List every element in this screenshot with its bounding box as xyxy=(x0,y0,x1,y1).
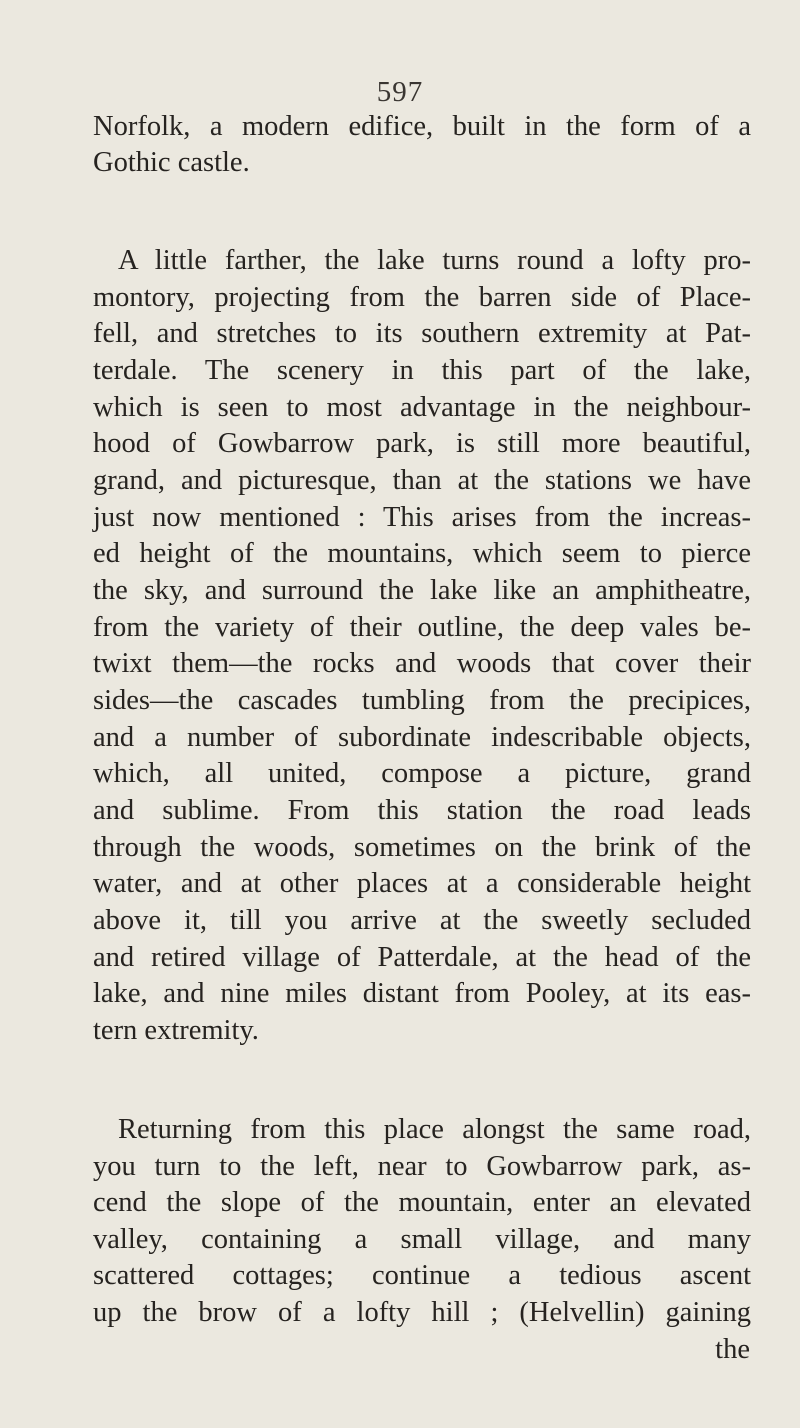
text-line: up the brow of a lofty hill ; (Helvellin) gaining xyxy=(93,1297,751,1328)
text-line: lake, and nine miles distant from Pooley, at its eas- xyxy=(93,978,751,1009)
text-line: which, all united, compose a picture, grand xyxy=(93,758,751,789)
text-line: through the woods, sometimes on the brink of the xyxy=(93,832,751,863)
text-line: terdale. The scenery in this part of the lake, xyxy=(93,355,751,386)
text-line: the sky, and surround the lake like an amphitheatre, xyxy=(93,575,751,606)
text-line: water, and at other places at a considerable height xyxy=(93,868,751,899)
text-line: and sublime. From this station the road leads xyxy=(93,795,751,826)
text-line: twixt them—the rocks and woods that cover their xyxy=(93,648,751,679)
text-line: above it, till you arrive at the sweetly secluded xyxy=(93,905,751,936)
text-line: and a number of subordinate indescribable objects, xyxy=(93,722,751,753)
text-line: fell, and stretches to its southern extremity at Pat- xyxy=(93,318,751,349)
text-line: ed height of the mountains, which seem to pierce xyxy=(93,538,751,569)
text-line: valley, containing a small village, and many xyxy=(93,1224,751,1255)
text-line: and retired village of Patterdale, at the head of the xyxy=(93,942,751,973)
text-line: cend the slope of the mountain, enter an elevated xyxy=(93,1187,751,1218)
text-line: Norfolk, a modern edifice, built in the form of a xyxy=(93,111,751,142)
catchword: the xyxy=(715,1334,750,1365)
page-number: 597 xyxy=(376,76,424,108)
text-line: which is seen to most advantage in the neighbour- xyxy=(93,392,751,423)
text-line: hood of Gowbarrow park, is still more beautiful, xyxy=(93,428,751,459)
text-line: scattered cottages; continue a tedious ascent xyxy=(93,1260,751,1291)
text-line: A little farther, the lake turns round a lofty pro- xyxy=(118,245,751,276)
text-line: montory, projecting from the barren side of Place- xyxy=(93,282,751,313)
text-line: sides—the cascades tumbling from the precipices, xyxy=(93,685,751,716)
text-line: Returning from this place alongst the same road, xyxy=(118,1114,751,1145)
text-line: from the variety of their outline, the deep vales be- xyxy=(93,612,751,643)
text-line: Gothic castle. xyxy=(93,147,250,178)
text-line: just now mentioned : This arises from the increas- xyxy=(93,502,751,533)
text-line: grand, and picturesque, than at the stations we have xyxy=(93,465,751,496)
text-line: you turn to the left, near to Gowbarrow park, as- xyxy=(93,1151,751,1182)
text-line: tern extremity. xyxy=(93,1015,259,1046)
